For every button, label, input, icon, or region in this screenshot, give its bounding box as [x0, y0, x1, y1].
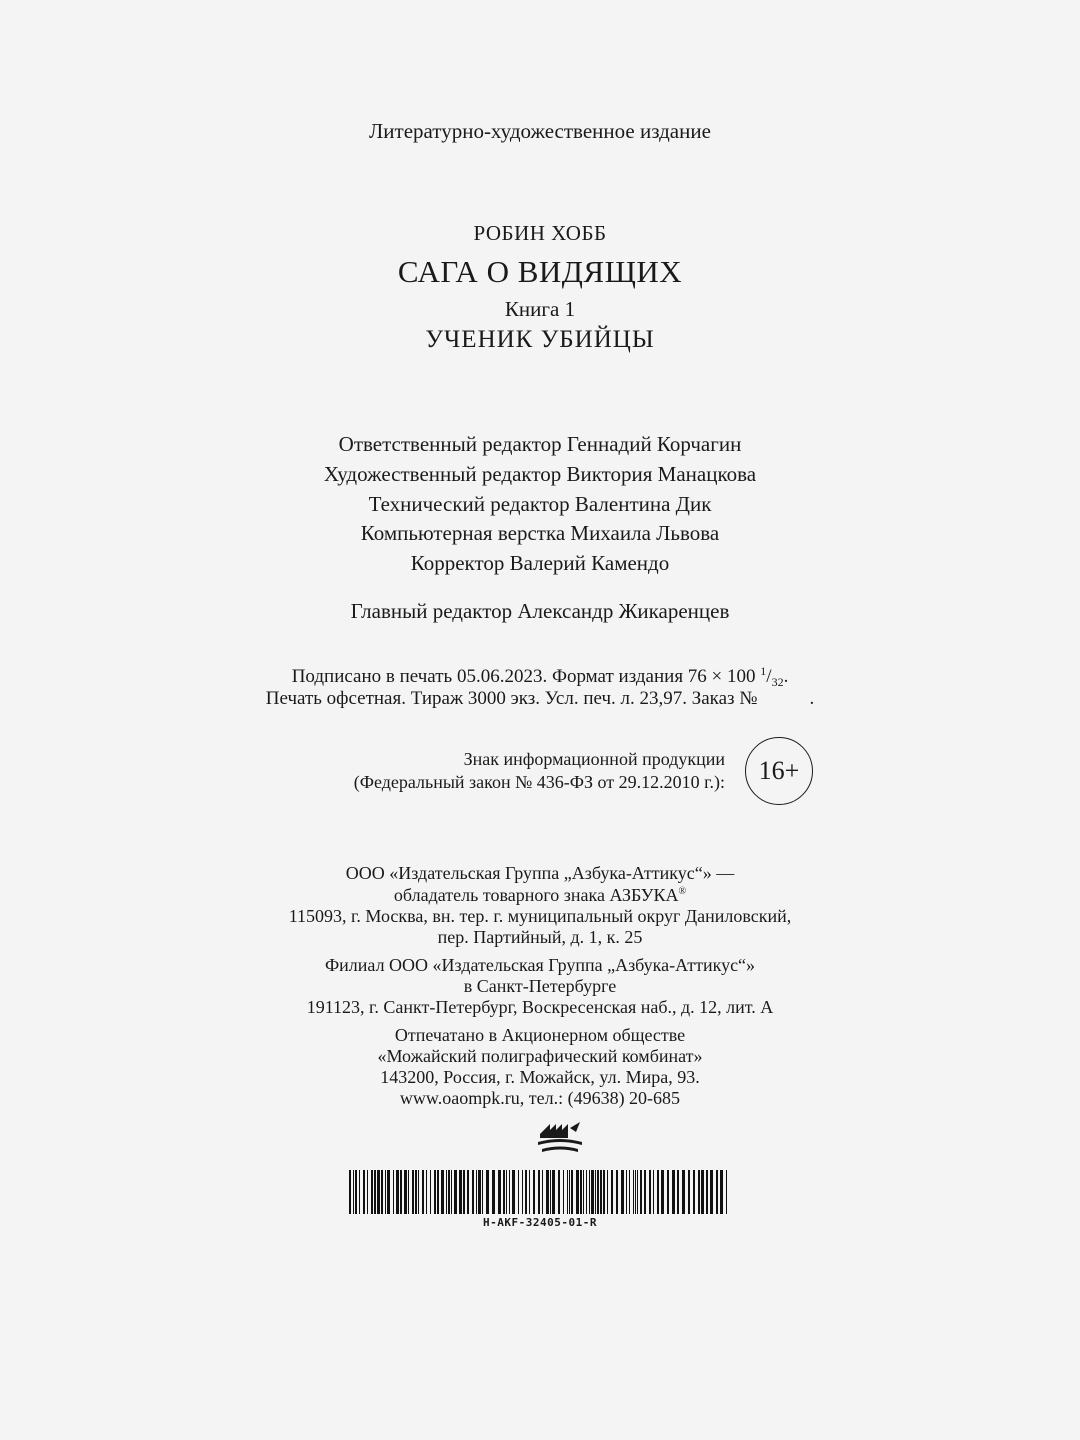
- barcode-bar: [600, 1170, 602, 1214]
- genre-label: Литературно-художественное издание: [369, 119, 711, 143]
- barcode-bar: [542, 1170, 543, 1214]
- barcode-label: H-AKF-32405-01-R: [483, 1216, 597, 1229]
- age-rating-value: 16+: [758, 756, 800, 785]
- publisher-line-1: ООО «Издательская Группа „Азбука-Аттикус“» —: [345, 863, 735, 883]
- barcode-bar: [726, 1170, 727, 1214]
- printer-logo-icon: [536, 1120, 584, 1158]
- publisher-address-2: пер. Партийный, д. 1, к. 25: [437, 927, 643, 947]
- age-rating-badge: [745, 737, 813, 805]
- barcode-bar: [486, 1170, 489, 1214]
- print-info-line-2: [0, 688, 1080, 710]
- barcode-bar: [635, 1170, 636, 1214]
- barcode-bar: [459, 1170, 462, 1214]
- barcode-bar: [363, 1170, 365, 1214]
- barcode-bar: [657, 1170, 659, 1214]
- barcode-bar: [518, 1170, 519, 1214]
- barcode-bar: [626, 1170, 627, 1214]
- credit-responsible-editor: Ответственный редактор Геннадий Корчагин: [338, 432, 742, 456]
- barcode-bar: [377, 1170, 380, 1214]
- barcode-bar: [633, 1170, 634, 1214]
- barcode-bar: [509, 1170, 510, 1214]
- format-fraction-numerator: 1: [760, 664, 767, 678]
- credit-layout: Компьютерная верстка Михаила Львова: [360, 521, 720, 545]
- barcode-bar: [538, 1170, 540, 1214]
- barcode-bar: [506, 1170, 507, 1214]
- publisher-address-1: 115093, г. Москва, вн. тер. г. муниципальный округ Даниловский,: [288, 906, 792, 926]
- barcode-bar: [472, 1170, 474, 1214]
- barcode-bar: [586, 1170, 587, 1214]
- book-title: УЧЕНИК УБИЙЦЫ: [425, 326, 655, 353]
- print-signed-format: Подписано в печать 05.06.2023. Формат издания 76 × 100: [291, 666, 761, 687]
- barcode-bar: [492, 1170, 495, 1214]
- barcode-bar: [716, 1170, 718, 1214]
- barcode-bar: [701, 1170, 704, 1214]
- barcode-bar: [589, 1170, 590, 1214]
- barcode-bar: [349, 1170, 351, 1214]
- barcode-bar: [677, 1170, 679, 1214]
- barcode-bar: [597, 1170, 599, 1214]
- barcode-bar: [408, 1170, 409, 1214]
- barcode-bar: [437, 1170, 439, 1214]
- barcode-bar: [387, 1170, 390, 1214]
- barcode-bar: [710, 1170, 713, 1214]
- barcode-bar: [720, 1170, 723, 1214]
- barcode-bar: [374, 1170, 376, 1214]
- chief-editor: Главный редактор Александр Жикаренцев: [350, 599, 730, 623]
- printer-address: 143200, Россия, г. Можайск, ул. Мира, 93.: [380, 1067, 700, 1087]
- barcode-bar: [688, 1170, 690, 1214]
- branch-address: 191123, г. Санкт-Петербург, Воскресенская наб., д. 12, лит. А: [306, 997, 774, 1017]
- barcode-bar: [463, 1170, 465, 1214]
- printer-contacts: www.oaompk.ru, тел.: (49638) 20-685: [399, 1088, 681, 1108]
- barcode-bar: [529, 1170, 530, 1214]
- barcode-bar: [478, 1170, 481, 1214]
- barcode-bar: [367, 1170, 368, 1214]
- branch-line-1: Филиал ООО «Издательская Группа „Азбука-Аттикус“»: [324, 955, 756, 975]
- publisher-trademark-text: обладатель товарного знака АЗБУКА: [393, 885, 679, 905]
- format-fraction-slash: /: [766, 666, 772, 687]
- barcode-bar: [353, 1170, 354, 1214]
- barcode-bar: [591, 1170, 594, 1214]
- barcode-bar: [637, 1170, 638, 1214]
- barcode-bar: [550, 1170, 551, 1214]
- barcode-bar: [396, 1170, 399, 1214]
- barcode-bar: [404, 1170, 407, 1214]
- barcode-bar: [698, 1170, 700, 1214]
- barcode-bar: [522, 1170, 523, 1214]
- barcode-bar: [576, 1170, 579, 1214]
- barcode-bar: [649, 1170, 651, 1214]
- barcode-bar: [415, 1170, 417, 1214]
- info-product-label: [300, 748, 725, 794]
- barcode-bar: [503, 1170, 505, 1214]
- barcode-bar: [434, 1170, 436, 1214]
- barcode-bar: [611, 1170, 613, 1214]
- barcode-bar: [629, 1170, 630, 1214]
- barcode-bar: [381, 1170, 383, 1214]
- barcode-bar: [583, 1170, 584, 1214]
- barcode-bar: [533, 1170, 535, 1214]
- credit-art-editor: Художественный редактор Виктория Манацкова: [323, 462, 757, 486]
- barcode-bar: [567, 1170, 568, 1214]
- barcode-bar: [667, 1170, 669, 1214]
- barcode-bar: [571, 1170, 573, 1214]
- barcode-bar: [546, 1170, 549, 1214]
- barcode-bar: [661, 1170, 664, 1214]
- barcode-bar: [426, 1170, 427, 1214]
- book-number: Книга 1: [504, 297, 576, 321]
- format-period: .: [783, 666, 789, 687]
- credit-technical-editor: Технический редактор Валентина Дик: [368, 492, 712, 516]
- barcode-bar: [451, 1170, 452, 1214]
- barcode-bar: [640, 1170, 642, 1214]
- barcode-bar: [482, 1170, 483, 1214]
- barcode-bar: [498, 1170, 501, 1214]
- barcode-bar: [607, 1170, 608, 1214]
- barcode-bar: [385, 1170, 386, 1214]
- barcode-bar: [441, 1170, 444, 1214]
- barcode-bar: [682, 1170, 685, 1214]
- barcode-bar: [454, 1170, 457, 1214]
- barcode-bar: [412, 1170, 414, 1214]
- printer-line-1: Отпечатано в Акционерном обществе: [394, 1025, 686, 1045]
- print-info-line-1: [0, 664, 1080, 690]
- registered-mark: ®: [678, 886, 687, 897]
- barcode-bar: [467, 1170, 469, 1214]
- barcode-bar: [422, 1170, 424, 1214]
- barcode-bar: [552, 1170, 555, 1214]
- barcode-bar: [400, 1170, 402, 1214]
- publisher-line-2: [0, 885, 1080, 906]
- format-fraction-denominator: 32: [771, 675, 784, 689]
- barcode-bar: [563, 1170, 564, 1214]
- credit-proofreader: Корректор Валерий Камендо: [410, 551, 670, 575]
- barcode-bar: [558, 1170, 560, 1214]
- barcode-bar: [446, 1170, 447, 1214]
- barcode-bar: [603, 1170, 605, 1214]
- barcode-bar: [448, 1170, 450, 1214]
- barcode-bar: [706, 1170, 708, 1214]
- barcode-bar: [355, 1170, 357, 1214]
- barcode: [349, 1170, 731, 1214]
- barcode-bar: [393, 1170, 394, 1214]
- barcode-bar: [580, 1170, 582, 1214]
- branch-line-2: в Санкт-Петербурге: [463, 976, 617, 996]
- barcode-bar: [616, 1170, 618, 1214]
- order-period: .: [809, 688, 815, 709]
- barcode-bar: [693, 1170, 695, 1214]
- barcode-bar: [430, 1170, 431, 1214]
- info-product-line-1: Знак информационной продукции: [463, 749, 725, 769]
- series-title: САГА О ВИДЯЩИХ: [397, 254, 683, 289]
- barcode-bar: [672, 1170, 675, 1214]
- author-name: РОБИН ХОББ: [473, 221, 607, 245]
- barcode-bar: [525, 1170, 527, 1214]
- barcode-bar: [371, 1170, 373, 1214]
- barcode-bar: [476, 1170, 477, 1214]
- barcode-bar: [359, 1170, 360, 1214]
- barcode-bar: [512, 1170, 515, 1214]
- barcode-bar: [644, 1170, 646, 1214]
- print-run-order: Печать офсетная. Тираж 3000 экз. Усл. печ. л. 23,97. Заказ №: [265, 688, 758, 709]
- barcode-bar: [621, 1170, 624, 1214]
- barcode-bar: [653, 1170, 654, 1214]
- info-product-line-2: (Федеральный закон № 436-ФЗ от 29.12.2010 г.):: [353, 772, 725, 792]
- barcode-bar: [569, 1170, 570, 1214]
- printer-line-2: «Можайский полиграфический комбинат»: [377, 1046, 703, 1066]
- barcode-bar: [418, 1170, 419, 1214]
- barcode-bar: [595, 1170, 596, 1214]
